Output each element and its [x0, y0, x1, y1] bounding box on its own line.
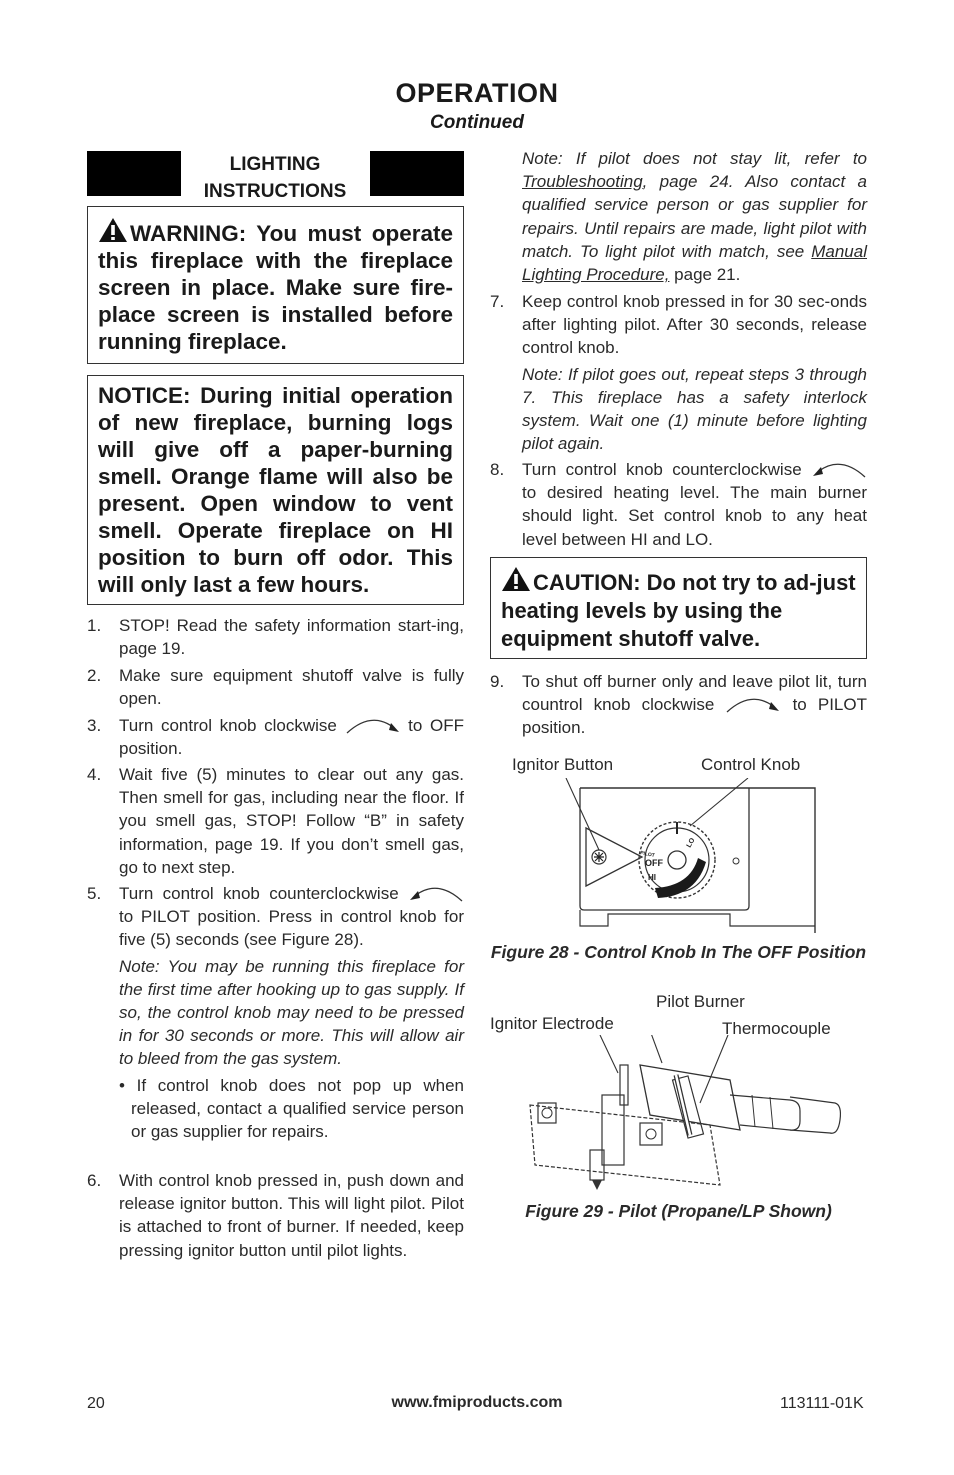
thermocouple-label: Thermocouple — [722, 1019, 831, 1038]
step-number: 2. — [87, 666, 102, 685]
section-heading — [182, 151, 368, 205]
svg-text:LO: LO — [685, 837, 697, 849]
page-number: 20 — [87, 1395, 105, 1412]
figure-28 — [490, 750, 867, 990]
figure-29 — [490, 990, 867, 1230]
caution-icon — [501, 566, 531, 592]
step-text — [522, 290, 867, 455]
step7-note: Note: If pilot goes out, repeat steps 3 through 7. This fireplace has a safety interlock system. Wait one (1) minute before lighting pilot again. — [522, 364, 867, 454]
document-id: 113111-01K — [780, 1395, 864, 1412]
right-column — [490, 147, 867, 552]
step-text — [119, 882, 464, 1143]
left-column — [87, 614, 464, 1294]
note-text: page 21. — [669, 265, 741, 285]
step5-bullet: • If control knob does not pop up when released, contact a qualified service person or gas supplier for repairs. — [119, 1075, 464, 1142]
notice-text: NOTICE: During initial operation of new fireplace, burning logs will give off a paper-burning smell. Orange flame will also be present. Open window to vent smell. Operate fireplace on HI position to burn off odor. This will only last a few hours. — [98, 383, 453, 597]
pilot-diagram — [490, 1035, 867, 1195]
knob-pilot-label: PILOT — [639, 850, 656, 860]
step-text — [119, 714, 464, 760]
footer-website: www.fmiproducts.com — [391, 1394, 563, 1411]
pilot-burner-label: Pilot Burner — [656, 992, 745, 1011]
ignitor-electrode-label: Ignitor Electrode — [490, 1014, 614, 1033]
warning-icon — [98, 217, 128, 243]
step-text — [522, 458, 867, 551]
manual-lighting-reference: Manual Lighting Procedure, — [522, 241, 867, 285]
step-text: Make sure equipment shutoff valve is fully open. — [119, 666, 464, 709]
step-text-before: Turn control knob clockwise — [119, 716, 337, 735]
step-number: 8. — [490, 460, 505, 479]
step-text-before: Turn control knob counterclockwise — [119, 884, 399, 903]
step-text-after: to desired heating level. The main burner should light. Set control knob to any heat level between HI and LO. — [522, 483, 867, 549]
notice-box — [87, 375, 464, 605]
step5-note: Note: You may be running this fireplace for the first time after hooking up to gas supply. If so, the control knob may need to be pressed in for 30 seconds or more. This will allow air to bleed from the gas system. — [119, 956, 464, 1069]
caution-text: CAUTION: Do not try to ad-just heating levels by using the equipment shutoff valve. — [501, 570, 856, 651]
knob-off-label: OFF — [645, 858, 663, 868]
figure29-caption: Figure 29 - Pilot (Propane/LP Shown) — [525, 1201, 832, 1221]
page-title: OPERATION — [395, 78, 559, 108]
heading-bar-right — [370, 151, 464, 196]
section-heading-line2: INSTRUCTIONS — [203, 181, 347, 202]
step-text: With control knob pressed in, push down and release ignitor button. This will light pilot. Pilot is attached to front of burner. If needed, keep pressing ignitor button until pilot lights. — [119, 1171, 464, 1260]
clockwise-arrow-icon — [345, 715, 401, 735]
note-text: , page 24. Also contact a qualified service person or gas supplier for repairs. Until repairs are made, light pilot with match. To light pilot with match, see — [522, 172, 867, 261]
troubleshooting-reference: Troubleshooting — [522, 172, 643, 192]
step-text-before: To shut off burner only and leave pilot lit, turn countrol knob clockwise — [522, 672, 867, 715]
step-text-after: to PILOT position. — [522, 695, 867, 738]
step-text-after: to PILOT position. Press in control knob for five (5) seconds (see Figure 28). — [119, 907, 464, 950]
control-knob-diagram — [490, 778, 867, 938]
counterclockwise-arrow-icon — [811, 459, 867, 479]
step6-note — [522, 147, 867, 286]
knob-hi-label: HI — [648, 873, 656, 882]
clockwise-arrow-icon — [725, 694, 781, 714]
note-text: Note: If pilot does not stay lit, refer to — [522, 149, 867, 168]
caution-box — [490, 557, 867, 659]
step7-text: Keep control knob pressed in for 30 sec-onds after lighting pilot. After 30 seconds, release control knob. — [522, 292, 867, 358]
step-text: STOP! Read the safety information start-ing, page 19. — [119, 616, 464, 659]
step-text: Wait five (5) minutes to clear out any gas. Then smell for gas, including near the floor. If you smell gas, STOP! Follow “B” in safety information, page 19. If you don’t smell gas, go to next step. — [119, 765, 464, 877]
step-9-container — [490, 670, 867, 742]
page-subtitle: Continued — [430, 112, 524, 133]
heading-bar-left — [87, 151, 181, 196]
step-text-before: Turn control knob counterclockwise — [522, 460, 802, 479]
step-text-after: to OFF position. — [119, 716, 464, 759]
control-knob-label: Control Knob — [701, 755, 801, 774]
step-number: 1. — [87, 616, 102, 635]
figure28-caption: Figure 28 - Control Knob In The OFF Position — [490, 942, 867, 962]
step-text — [522, 670, 867, 740]
warning-text: WARNING: You must operate this fireplace with the fireplace screen in place. Make sure fire-place screen is installed before running fireplace. — [98, 221, 453, 354]
step-number: 6. — [87, 1171, 102, 1190]
step-number: 9. — [490, 672, 505, 691]
step-number: 4. — [87, 765, 102, 784]
ignitor-button-label: Ignitor Button — [512, 755, 614, 774]
step-number: 3. — [87, 716, 102, 735]
section-heading-line1: LIGHTING — [229, 154, 321, 175]
step-number: 7. — [490, 292, 505, 311]
section-heading-bar — [87, 151, 464, 202]
step-number: 5. — [87, 884, 102, 903]
warning-box — [87, 206, 464, 364]
counterclockwise-arrow-icon — [408, 883, 464, 903]
